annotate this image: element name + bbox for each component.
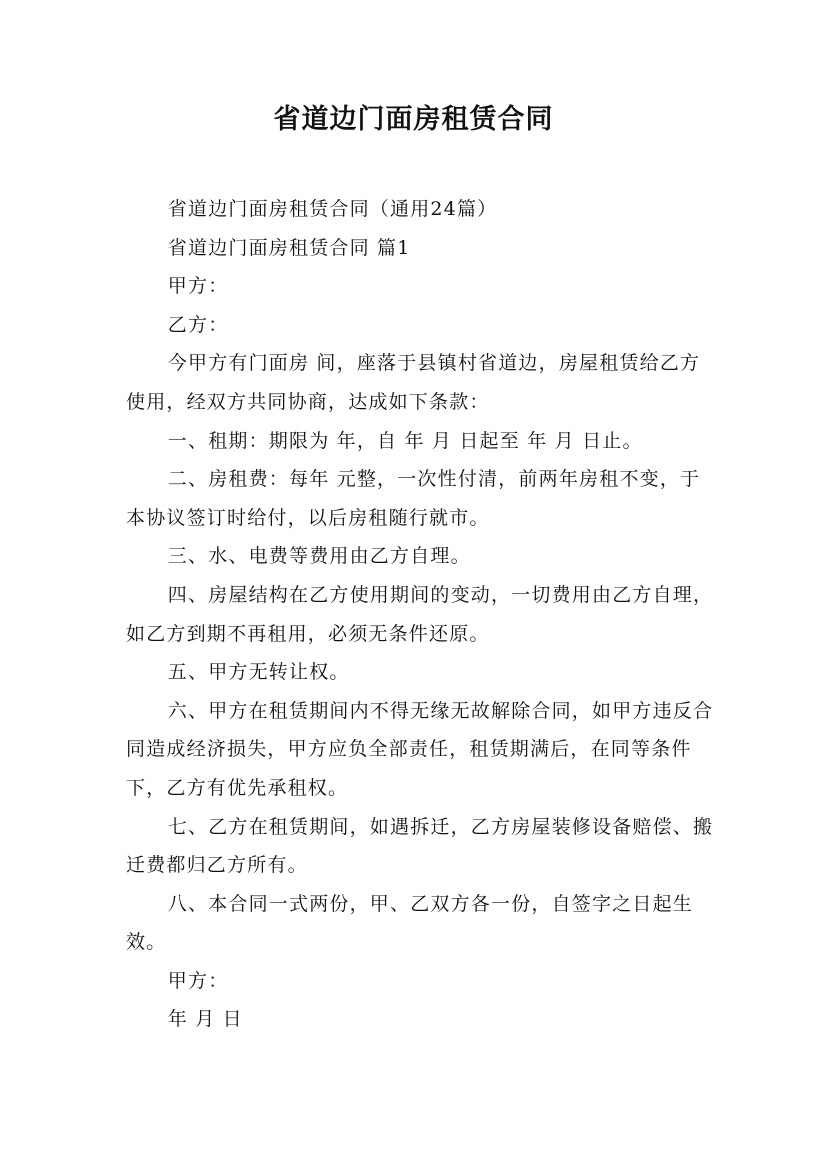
- document-title: 省道边门面房租赁合同: [273, 104, 554, 135]
- paragraph-clause-4: 四、房屋结构在乙方使用期间的变动，一切费用由乙方自理，如乙方到期不再租用，必须无条件还原。: [126, 583, 714, 645]
- paragraph-subtitle: 省道边门面房租赁合同（通用24篇）: [167, 198, 498, 220]
- paragraph-party-b: 乙方：: [167, 313, 229, 336]
- paragraph-clause-3: 三、水、电费等费用由乙方自理。: [167, 545, 471, 568]
- paragraph-signature-party-a: 甲方：: [167, 969, 229, 992]
- paragraph-clause-7: 七、乙方在租赁期间，如遇拆迁，乙方房屋装修设备赔偿、搬迁费都归乙方所有。: [126, 815, 714, 877]
- paragraph-clause-6: 六、甲方在租赁期间内不得无缘无故解除合同，如甲方违反合同造成经济损失，甲方应负全部责任，租赁期满后，在同等条件下，乙方有优先承租权。: [126, 699, 714, 799]
- paragraph-clause-5: 五、甲方无转让权。: [167, 661, 350, 684]
- paragraph-clause-8: 八、本合同一式两份，甲、乙双方各一份，自签字之日起生效。: [126, 892, 693, 954]
- paragraph-date: 年 月 日: [167, 1008, 243, 1031]
- paragraph-clause-1: 一、租期：期限为 年，自 年 月 日起至 年 月 日止。: [167, 429, 643, 452]
- paragraph-article-heading: 省道边门面房租赁合同 篇1: [167, 236, 411, 259]
- paragraph-intro: 今甲方有门面房 间，座落于县镇村省道边，房屋租赁给乙方使用，经双方共同协商，达成如下条款：: [126, 352, 701, 413]
- paragraph-party-a: 甲方：: [167, 275, 229, 298]
- paragraph-clause-2: 二、房租费：每年 元整，一次性付清，前两年房租不变，于本协议签订时给付，以后房租随行就市。: [126, 468, 701, 529]
- document-body: [126, 190, 714, 1039]
